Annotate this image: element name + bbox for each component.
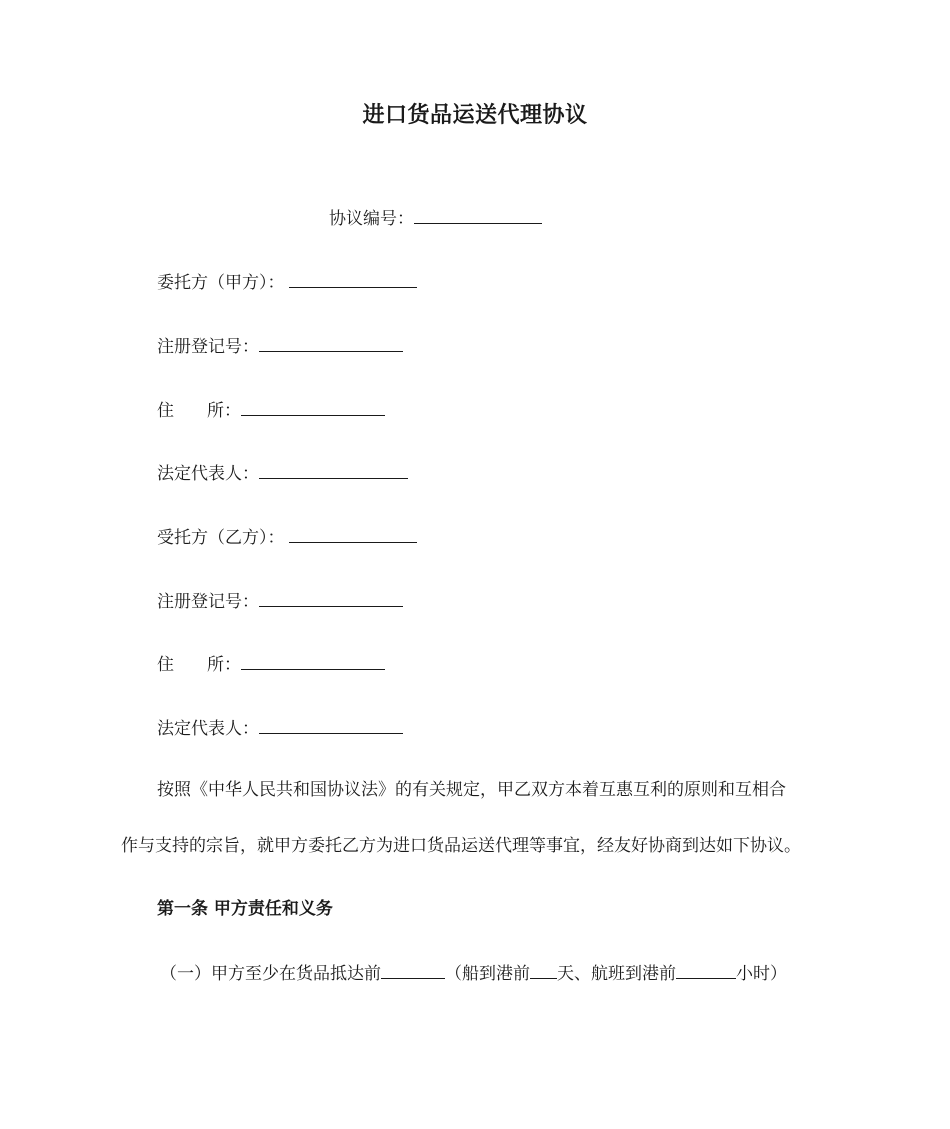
party-b-address-line	[157, 651, 385, 677]
party-b-rep-line	[157, 715, 403, 741]
party-a-address-blank[interactable]	[241, 397, 385, 416]
clause-1-blank-1[interactable]	[381, 960, 445, 979]
preamble-line-1: 按照《中华人民共和国协议法》的有关规定，甲乙双方本着互惠互利的原则和互相合	[157, 780, 786, 800]
party-b-blank[interactable]	[289, 524, 417, 543]
party-a-rep-label: 法定代表人：	[157, 464, 259, 484]
party-a-reg-label: 注册登记号：	[157, 337, 259, 357]
document-title: 进口货品运送代理协议	[362, 103, 588, 128]
agreement-number-label: 协议编号：	[329, 209, 414, 229]
party-b-rep-label: 法定代表人：	[157, 719, 259, 739]
party-a-rep-blank[interactable]	[259, 460, 408, 479]
party-a-reg-blank[interactable]	[259, 333, 403, 352]
clause-1-part1: （一）甲方至少在货品抵达前	[160, 964, 381, 984]
party-b-rep-blank[interactable]	[259, 715, 403, 734]
party-b-reg-blank[interactable]	[259, 588, 403, 607]
party-a-line	[157, 269, 417, 295]
party-a-address-label-2: 所：	[207, 401, 241, 421]
party-b-label: 受托方（乙方）：	[157, 528, 285, 548]
party-b-line	[157, 524, 417, 550]
party-b-address-label-1: 住	[157, 655, 174, 675]
party-a-address-label-1: 住	[157, 401, 174, 421]
clause-1-part3: 天、航班到港前	[557, 964, 676, 984]
party-b-reg-line	[157, 588, 403, 614]
agreement-number-line	[329, 205, 542, 231]
agreement-number-blank[interactable]	[414, 205, 542, 224]
party-b-reg-label: 注册登记号：	[157, 592, 259, 612]
party-a-rep-line	[157, 460, 408, 486]
party-a-label: 委托方（甲方）：	[157, 273, 285, 293]
party-b-address-label-2: 所：	[207, 655, 241, 675]
party-a-address-line	[157, 397, 385, 423]
clause-1-blank-2[interactable]	[530, 960, 557, 979]
clause-1-part2: （船到港前	[445, 964, 530, 984]
clause-1-part4: 小时）	[736, 964, 787, 984]
party-a-reg-line	[157, 333, 403, 359]
clause-1-blank-3[interactable]	[676, 960, 736, 979]
party-b-address-blank[interactable]	[241, 651, 385, 670]
article-1-heading: 第一条 甲方责任和义务	[157, 899, 333, 919]
preamble-line-2: 作与支持的宗旨，就甲方委托乙方为进口货品运送代理等事宜，经友好协商到达如下协议。	[121, 836, 801, 856]
clause-1-line	[160, 960, 787, 986]
party-a-blank[interactable]	[289, 269, 417, 288]
